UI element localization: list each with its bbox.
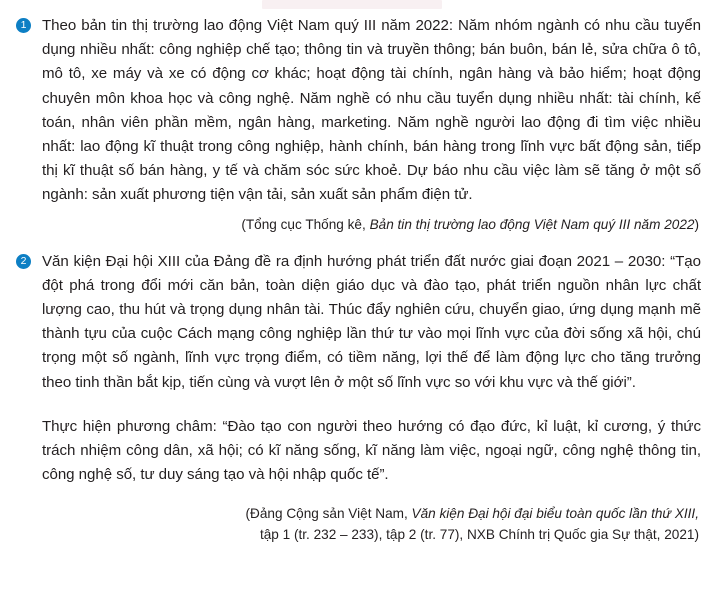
item-2-source-title: Văn kiện Đại hội đại biểu toàn quốc lần thứ XIII,	[411, 506, 699, 522]
item-2-source-prefix: (Đảng Cộng sản Việt Nam,	[245, 506, 412, 522]
item-1-source-title: Bản tin thị trường lao động Việt Nam quý III năm 2022	[369, 216, 695, 232]
item-1-content	[42, 14, 701, 208]
item-2-source	[16, 503, 701, 545]
item-number-badge-2: 2	[16, 254, 31, 269]
page-top-decoration	[262, 0, 442, 9]
item-2-paragraph-1: Văn kiện Đại hội XIII của Đảng đề ra định hướng phát triển đất nước giai đoạn 2021 – 2030: “Tạo đột phá trong đổi mới căn bản, toàn diện giáo dục và đào tạo, phát triển nguồn nhân lực chất lượng cao, thu hút và trọng dụng nhân tài. Thúc đẩy nghiên cứu, chuyển giao, ứng dụng mạnh mẽ thành tựu của cuộc Cách mạng công nghiệp lần thứ tư vào mọi lĩnh vực của đời sống xã hội, chú trọng một số ngành, lĩnh vực trọng điểm, có tiềm năng, lợi thế để làm động lực cho tăng trưởng theo tinh thần bắt kịp, tiến cùng và vượt lên ở một số lĩnh vực so với khu vực và thế giới”.	[42, 252, 701, 391]
numbered-item-2	[16, 250, 701, 488]
numbered-item-1	[16, 14, 701, 208]
item-1-source-prefix: (Tổng cục Thống kê,	[241, 216, 370, 232]
item-2-source-suffix: tập 1 (tr. 232 – 233), tập 2 (tr. 77), NXB Chính trị Quốc gia Sự thật, 2021)	[259, 527, 699, 543]
item-1-paragraph-1: Theo bản tin thị trường lao động Việt Nam quý III năm 2022: Năm nhóm ngành có nhu cầu tuyển dụng nhiều nhất: công nghiệp chế tạo; thông tin và truyền thông; bán buôn, bán lẻ, sửa chữa ô tô, mô tô, xe máy và xe có động cơ khác; hoạt động tài chính, ngân hàng và bảo hiểm; hoạt động chuyên môn khoa học và công nghệ. Năm nghề có nhu cầu tuyển dụng nhiều nhất: tài chính, kế toán, nhân viên phần mềm, ngân hàng, marketing. Năm nghề người lao động đi tìm việc nhiều nhất: lao động kĩ thuật trong công nghiệp, hành chính, bán hàng trong lĩnh vực bất động sản, tiếp thị kĩ thuật số bán hàng, y tế và chăm sóc sức khoẻ. Dự báo nhu cầu việc làm sẽ tăng ở một số ngành: sản xuất phương tiện vận tải, sản xuất sản phẩm điện tử.	[42, 17, 701, 204]
item-number-badge-1: 1	[16, 18, 31, 33]
item-1-source	[16, 214, 701, 235]
item-2-content	[42, 250, 701, 488]
item-2-paragraph-2: Thực hiện phương châm: “Đào tạo con người theo hướng có đạo đức, kỉ luật, kỉ cương, ý thức trách nhiệm công dân, xã hội; có kĩ năng sống, kĩ năng làm việc, ngoại ngữ, công nghệ thông tin, công nghệ số, tư duy sáng tạo và hội nhập quốc tế”.	[42, 417, 701, 484]
item-1-source-suffix: )	[694, 216, 699, 232]
